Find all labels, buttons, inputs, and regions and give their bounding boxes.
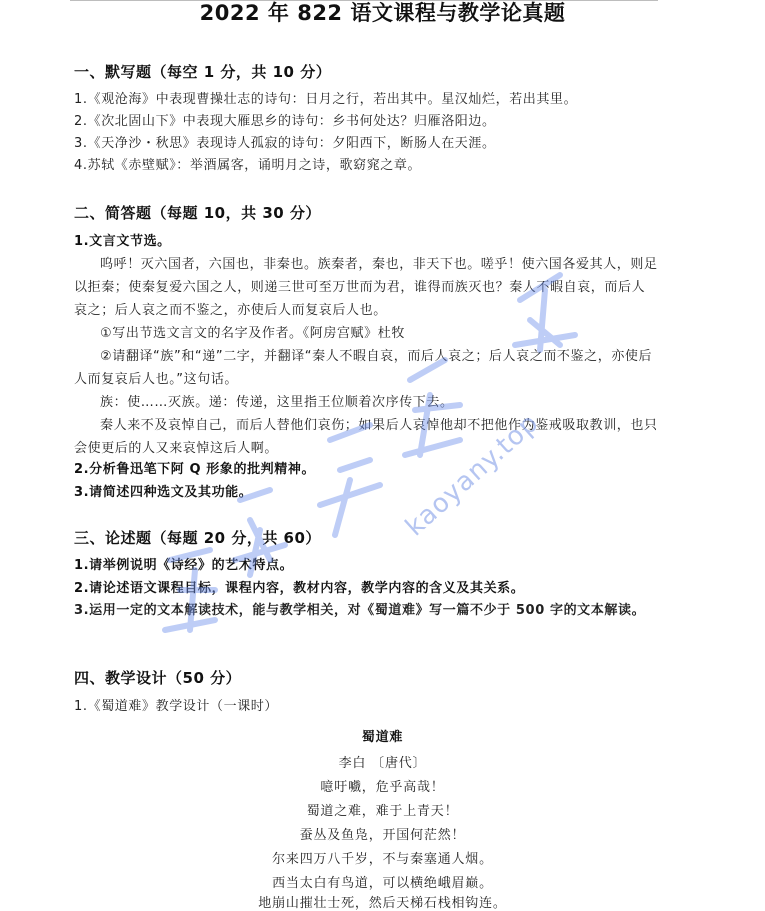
section-2-heading: 二、简答题（每题 10，共 30 分）	[74, 204, 321, 222]
s2-question-2: 2.分析鲁迅笔下阿 Q 形象的批判精神。	[74, 462, 316, 477]
s2-sub-question-1: ①写出节选文言文的名字及作者。《阿房宫赋》杜牧	[100, 326, 405, 341]
s2-question-1: 1.文言文节选。	[74, 234, 171, 249]
s1-item-2: 2.《次北固山下》中表现大雁思乡的诗句：乡书何处达？归雁洛阳边。	[74, 114, 496, 129]
s1-item-1: 1.《观沧海》中表现曹操壮志的诗句：日月之行，若出其中。星汉灿烂，若出其里。	[74, 92, 578, 107]
s4-question-1: 1.《蜀道难》教学设计（一课时）	[74, 699, 279, 714]
watermark-text: kaoyany.top	[400, 407, 545, 543]
s2-answer-1: 族：使……灭族。递：传递，这里指王位顺着次序传下去。	[100, 395, 454, 410]
page-title: 2022 年 822 语文课程与教学论真题	[199, 1, 566, 25]
s1-item-3: 3.《天净沙・秋思》表现诗人孤寂的诗句：夕阳西下，断肠人在天涯。	[74, 136, 496, 151]
poem-line-1: 噫吁嚱，危乎高哉！	[320, 780, 445, 795]
poem-line-4: 尔来四万八千岁，不与秦塞通人烟。	[272, 852, 493, 867]
section-4-heading: 四、教学设计（50 分）	[74, 669, 242, 687]
section-3-heading: 三、论述题（每题 20 分，共 60）	[74, 529, 321, 547]
s2-question-3: 3.请简述四种选文及其功能。	[74, 485, 253, 500]
poem-author: 李白 〔唐代〕	[338, 756, 427, 771]
s3-question-3: 3.运用一定的文本解读技术，能与教学相关，对《蜀道难》写一篇不少于 500 字的文本解读。	[74, 603, 646, 618]
s3-question-1: 1.请举例说明《诗经》的艺术特点。	[74, 558, 294, 573]
poem-title: 蜀道难	[361, 730, 404, 745]
s2-sub-question-2: ②请翻译“族”和“递”二字，并翻译“秦人不暇自哀，而后人哀之；后人哀之而不鉴之，亦使后人而复哀后人也。”这句话。	[74, 349, 653, 387]
poem-line-2: 蜀道之难，难于上青天！	[306, 804, 459, 819]
s1-item-4: 4.苏轼《赤壁赋》：举酒属客，诵明月之诗，歌窈窕之章。	[74, 158, 422, 173]
poem-line-6: 地崩山摧壮士死，然后天梯石栈相钩连。	[258, 896, 507, 911]
s2-passage: 呜呼！灭六国者，六国也，非秦也。族秦者，秦也，非天下也。嗟乎！使六国各爱其人，则足以拒秦；使秦复爱六国之人，则递三世可至万世而为君，谁得而族灭也？秦人不暇自哀，而后人哀之；后人哀之而不鉴之，亦使后人而复哀后人也。	[74, 257, 658, 318]
section-1-heading: 一、默写题（每空 1 分，共 10 分）	[74, 63, 332, 81]
poem-line-5: 西当太白有鸟道，可以横绝峨眉巅。	[272, 876, 493, 891]
s2-answer-2: 秦人来不及哀悼自己，而后人替他们哀伤；如果后人哀悼他却不把他作为鉴戒吸取教训，也只会使更后的人又来哀悼这后人啊。	[74, 418, 658, 456]
s3-question-2: 2.请论述语文课程目标，课程内容，教材内容，教学内容的含义及其关系。	[74, 581, 525, 596]
poem-line-3: 蚕丛及鱼凫，开国何茫然！	[299, 828, 466, 843]
